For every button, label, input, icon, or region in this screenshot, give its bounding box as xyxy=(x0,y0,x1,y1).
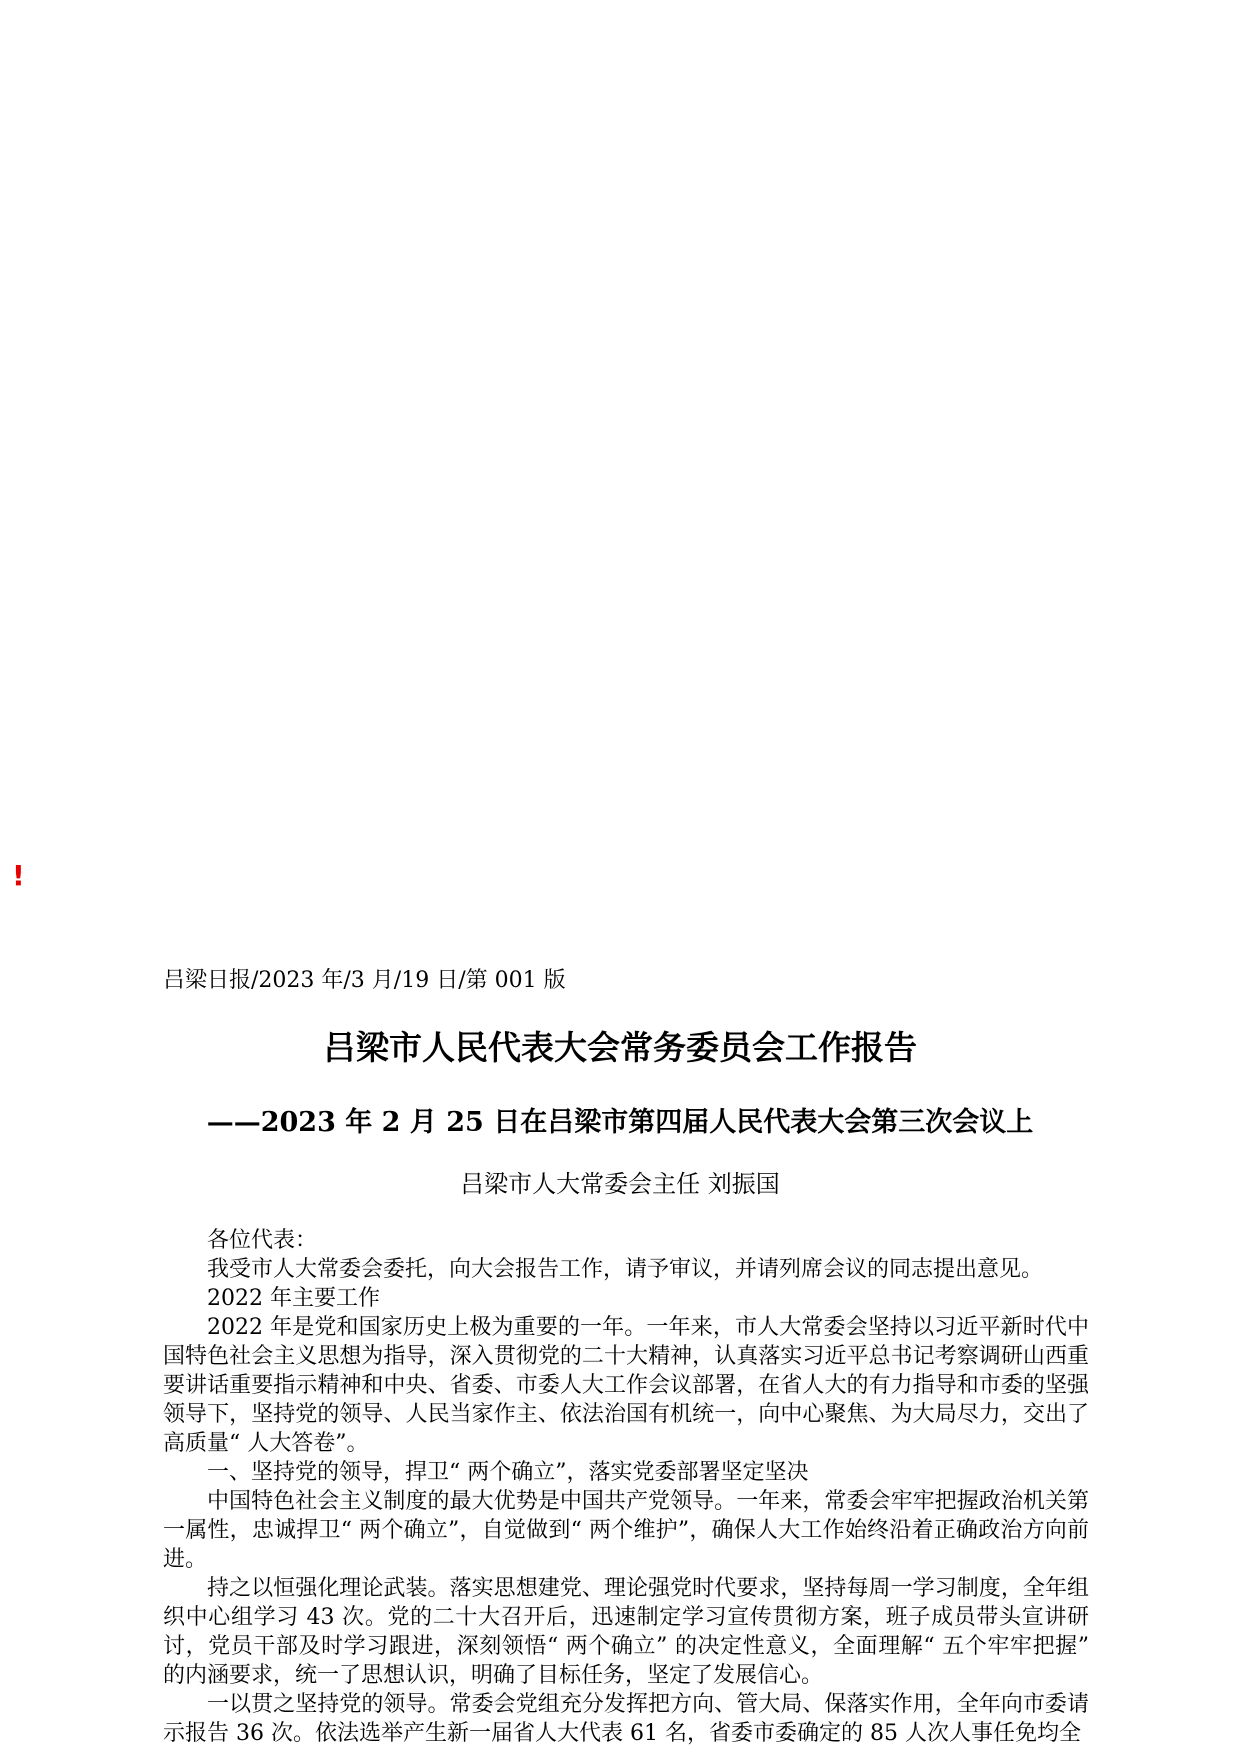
paragraph-overview: 2022 年是党和国家历史上极为重要的一年。一年来，市人大常委会坚持以习近平新时代中国特色社会主义思想为指导，深入贯彻党的二十大精神，认真落实习近平总书记考察调研山西重要讲话重要指示精神和中央、省委、市委人大工作会议部署，在省人大的有力指导和市委的坚强领导下，坚持党的领导、人民当家作主、依法治国有机统一，向中心聚焦、为大局尽力，交出了高质量“ 人大答卷”。 xyxy=(163,1315,1089,1456)
author-byline: 吕梁市人大常委会主任 刘振国 xyxy=(460,1170,780,1198)
paragraph-salutation: 各位代表： xyxy=(207,1228,318,1253)
dateline: 吕梁日报/2023 年/3 月/19 日/第 001 版 xyxy=(163,968,566,993)
report-title: 吕梁市人民代表大会常务委员会工作报告 xyxy=(323,1028,917,1067)
report-body xyxy=(163,1226,1089,1748)
paragraph-leadership-adherence: 一以贯之坚持党的领导。常委会党组充分发挥把方向、管大局、保落实作用，全年向市委请示报告 36 次。依法选举产生新一届省人大代表 61 名，省委市委确定的 85 人次人事任免均全 xyxy=(163,1692,1089,1746)
report-subtitle: ——2023 年 2 月 25 日在吕梁市第四届人民代表大会第三次会议上 xyxy=(206,1107,1034,1138)
paragraph-theory: 持之以恒强化理论武装。落实思想建党、理论强党时代要求，坚持每周一学习制度，全年组织中心组学习 43 次。党的二十大召开后，迅速制定学习宣传贯彻方案，班子成员带头宣讲研讨，党员干部及时学习跟进，深刻领悟“ 两个确立” 的决定性意义，全面理解“ 五个牢牢把握” 的内涵要求，统一了思想认识，明确了目标任务，坚定了发展信心。 xyxy=(163,1576,1089,1688)
section-heading-2022: 2022 年主要工作 xyxy=(207,1286,380,1311)
paragraph-intro: 我受市人大常委会委托，向大会报告工作，请予审议，并请列席会议的同志提出意见。 xyxy=(207,1257,1044,1282)
red-exclamation-mark: ! xyxy=(12,859,25,892)
section-heading-one: 一、坚持党的领导，捍卫“ 两个确立”，落实党委部署坚定坚决 xyxy=(207,1460,809,1485)
paragraph-party-leadership: 中国特色社会主义制度的最大优势是中国共产党领导。一年来，常委会牢牢把握政治机关第一属性，忠诚捍卫“ 两个确立”，自觉做到“ 两个维护”，确保人大工作始终沿着正确政治方向前进。 xyxy=(163,1489,1089,1572)
